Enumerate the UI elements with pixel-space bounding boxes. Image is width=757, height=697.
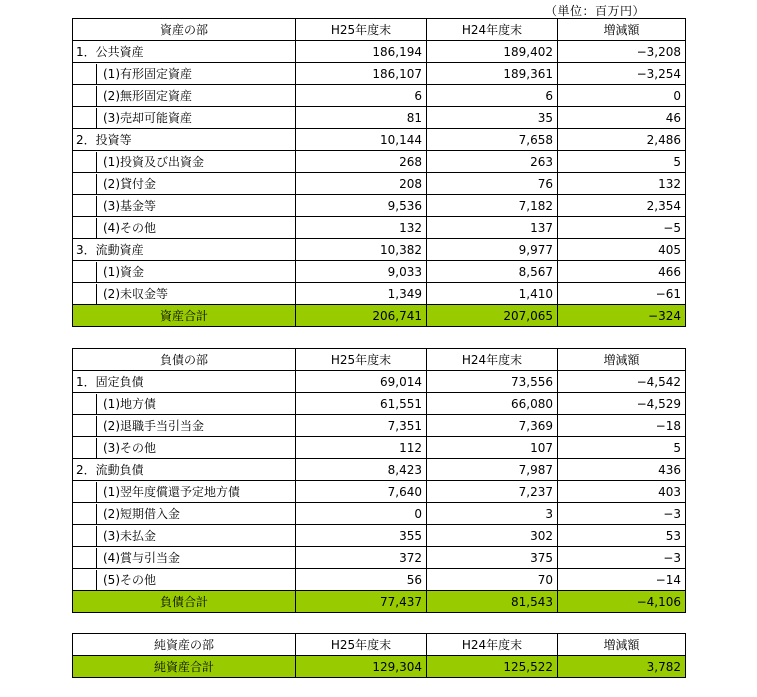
- row-label-cell: [73, 525, 296, 547]
- value-diff: −5: [558, 217, 686, 239]
- indent-spacer: [73, 218, 97, 238]
- assets-table: [72, 18, 686, 327]
- value-h24: 35: [427, 107, 558, 129]
- value-h25: 372: [296, 547, 427, 569]
- total-diff: 3,782: [558, 656, 686, 678]
- row-label: (1)地方債: [103, 396, 156, 411]
- value-h24: 263: [427, 151, 558, 173]
- value-diff: 436: [558, 459, 686, 481]
- indent-spacer: [73, 394, 97, 414]
- value-h24: 7,658: [427, 129, 558, 151]
- row-label: (4)その他: [103, 220, 156, 235]
- value-diff: 53: [558, 525, 686, 547]
- table-row: [73, 41, 686, 63]
- column-header-h25: H25年度末: [296, 634, 427, 656]
- column-header-h25: H25年度末: [296, 349, 427, 371]
- liabilities-table: [72, 348, 686, 613]
- value-h25: 9,033: [296, 261, 427, 283]
- total-diff: −4,106: [558, 591, 686, 613]
- indent-spacer: [73, 174, 97, 194]
- indent-spacer: [73, 504, 97, 524]
- net-assets-table: [72, 633, 686, 678]
- value-diff: −3: [558, 503, 686, 525]
- value-diff: 405: [558, 239, 686, 261]
- row-label-cell: [73, 173, 296, 195]
- total-row: [73, 591, 686, 613]
- table-row: [73, 437, 686, 459]
- table-row: [73, 85, 686, 107]
- value-diff: −61: [558, 283, 686, 305]
- indent-spacer: [73, 482, 97, 502]
- value-h24: 7,987: [427, 459, 558, 481]
- row-label: (2)退職手当引当金: [103, 418, 204, 433]
- value-h25: 186,194: [296, 41, 427, 63]
- row-label-cell: [73, 195, 296, 217]
- row-label: (1)投資及び出資金: [103, 154, 204, 169]
- value-h25: 7,351: [296, 415, 427, 437]
- table-row: [73, 459, 686, 481]
- value-h24: 7,182: [427, 195, 558, 217]
- row-label: 3．流動資産: [73, 239, 296, 261]
- table-row: [73, 151, 686, 173]
- row-label-cell: [73, 503, 296, 525]
- indent-spacer: [73, 570, 97, 590]
- indent-spacer: [73, 262, 97, 282]
- column-header-diff: 増減額: [558, 19, 686, 41]
- value-h24: 189,402: [427, 41, 558, 63]
- row-label: (3)未払金: [103, 528, 156, 543]
- value-h24: 7,369: [427, 415, 558, 437]
- value-h25: 9,536: [296, 195, 427, 217]
- value-h25: 61,551: [296, 393, 427, 415]
- indent-spacer: [73, 152, 97, 172]
- value-diff: −3: [558, 547, 686, 569]
- table-row: [73, 569, 686, 591]
- column-header-h24: H24年度末: [427, 349, 558, 371]
- value-h24: 137: [427, 217, 558, 239]
- row-label: (3)売却可能資産: [103, 110, 192, 125]
- row-label: 2．投資等: [73, 129, 296, 151]
- table-row: [73, 503, 686, 525]
- value-diff: 5: [558, 151, 686, 173]
- table-row: [73, 107, 686, 129]
- row-label-cell: [73, 393, 296, 415]
- column-header-diff: 増減額: [558, 349, 686, 371]
- row-label: (1)有形固定資産: [103, 66, 192, 81]
- value-h25: 132: [296, 217, 427, 239]
- value-h25: 81: [296, 107, 427, 129]
- value-diff: −3,208: [558, 41, 686, 63]
- indent-spacer: [73, 196, 97, 216]
- column-header-diff: 増減額: [558, 634, 686, 656]
- total-h25: 129,304: [296, 656, 427, 678]
- row-label-cell: [73, 569, 296, 591]
- value-diff: −3,254: [558, 63, 686, 85]
- value-h25: 355: [296, 525, 427, 547]
- row-label-cell: [73, 217, 296, 239]
- table-row: [73, 239, 686, 261]
- table-row: [73, 371, 686, 393]
- value-diff: 2,486: [558, 129, 686, 151]
- row-label: 1．固定負債: [73, 371, 296, 393]
- indent-spacer: [73, 548, 97, 568]
- row-label: (3)その他: [103, 440, 156, 455]
- row-label-cell: [73, 85, 296, 107]
- value-h25: 1,349: [296, 283, 427, 305]
- total-h25: 77,437: [296, 591, 427, 613]
- value-h24: 302: [427, 525, 558, 547]
- row-label-cell: [73, 481, 296, 503]
- value-h25: 7,640: [296, 481, 427, 503]
- value-h24: 70: [427, 569, 558, 591]
- table-row: [73, 481, 686, 503]
- unit-note: （単位：百万円）: [545, 4, 646, 18]
- column-header-h24: H24年度末: [427, 634, 558, 656]
- row-label: (2)短期借入金: [103, 506, 180, 521]
- indent-spacer: [73, 108, 97, 128]
- row-label: (1)翌年度償還予定地方債: [103, 484, 240, 499]
- row-label-cell: [73, 63, 296, 85]
- row-label: (1)資金: [103, 264, 144, 279]
- value-h25: 56: [296, 569, 427, 591]
- row-label-cell: [73, 437, 296, 459]
- table-row: [73, 261, 686, 283]
- value-h24: 9,977: [427, 239, 558, 261]
- section-header: 純資産の部: [73, 634, 296, 656]
- value-h24: 3: [427, 503, 558, 525]
- value-h24: 76: [427, 173, 558, 195]
- row-label-cell: [73, 415, 296, 437]
- row-label-cell: [73, 151, 296, 173]
- table-row: [73, 217, 686, 239]
- table-row: [73, 415, 686, 437]
- value-h24: 7,237: [427, 481, 558, 503]
- column-header-h25: H25年度末: [296, 19, 427, 41]
- row-label: (4)賞与引当金: [103, 550, 180, 565]
- table-header-row: [73, 19, 686, 41]
- value-h25: 186,107: [296, 63, 427, 85]
- row-label-cell: [73, 261, 296, 283]
- row-label: (2)未収金等: [103, 286, 168, 301]
- row-label-cell: [73, 107, 296, 129]
- total-h24: 207,065: [427, 305, 558, 327]
- total-h24: 125,522: [427, 656, 558, 678]
- indent-spacer: [73, 284, 97, 304]
- value-diff: 46: [558, 107, 686, 129]
- value-diff: −18: [558, 415, 686, 437]
- value-h25: 69,014: [296, 371, 427, 393]
- total-label: 資産合計: [73, 305, 296, 327]
- value-diff: −4,529: [558, 393, 686, 415]
- value-h25: 268: [296, 151, 427, 173]
- indent-spacer: [73, 526, 97, 546]
- value-h24: 8,567: [427, 261, 558, 283]
- value-diff: −4,542: [558, 371, 686, 393]
- row-label: (2)無形固定資産: [103, 88, 192, 103]
- value-h25: 8,423: [296, 459, 427, 481]
- total-diff: −324: [558, 305, 686, 327]
- value-diff: 466: [558, 261, 686, 283]
- value-diff: 2,354: [558, 195, 686, 217]
- total-h24: 81,543: [427, 591, 558, 613]
- row-label-cell: [73, 547, 296, 569]
- table-header-row: [73, 634, 686, 656]
- value-h24: 107: [427, 437, 558, 459]
- value-h24: 73,556: [427, 371, 558, 393]
- table-row: [73, 195, 686, 217]
- indent-spacer: [73, 86, 97, 106]
- total-label: 純資産合計: [73, 656, 296, 678]
- value-diff: 0: [558, 85, 686, 107]
- value-h25: 10,144: [296, 129, 427, 151]
- total-h25: 206,741: [296, 305, 427, 327]
- value-diff: 132: [558, 173, 686, 195]
- total-row: [73, 305, 686, 327]
- table-row: [73, 525, 686, 547]
- table-row: [73, 63, 686, 85]
- table-row: [73, 283, 686, 305]
- section-header: 資産の部: [73, 19, 296, 41]
- total-row: [73, 656, 686, 678]
- value-diff: −14: [558, 569, 686, 591]
- row-label: 2．流動負債: [73, 459, 296, 481]
- value-h24: 1,410: [427, 283, 558, 305]
- value-diff: 5: [558, 437, 686, 459]
- section-header: 負債の部: [73, 349, 296, 371]
- row-label-cell: [73, 283, 296, 305]
- value-h25: 0: [296, 503, 427, 525]
- value-h24: 189,361: [427, 63, 558, 85]
- total-label: 負債合計: [73, 591, 296, 613]
- value-h24: 66,080: [427, 393, 558, 415]
- row-label: 1．公共資産: [73, 41, 296, 63]
- column-header-h24: H24年度末: [427, 19, 558, 41]
- table-header-row: [73, 349, 686, 371]
- table-row: [73, 129, 686, 151]
- value-h24: 375: [427, 547, 558, 569]
- row-label: (2)貸付金: [103, 176, 156, 191]
- value-h25: 10,382: [296, 239, 427, 261]
- indent-spacer: [73, 438, 97, 458]
- indent-spacer: [73, 416, 97, 436]
- row-label: (5)その他: [103, 572, 156, 587]
- table-row: [73, 393, 686, 415]
- value-h25: 208: [296, 173, 427, 195]
- value-h25: 6: [296, 85, 427, 107]
- value-h24: 6: [427, 85, 558, 107]
- value-diff: 403: [558, 481, 686, 503]
- indent-spacer: [73, 64, 97, 84]
- row-label: (3)基金等: [103, 198, 156, 213]
- table-row: [73, 173, 686, 195]
- table-row: [73, 547, 686, 569]
- value-h25: 112: [296, 437, 427, 459]
